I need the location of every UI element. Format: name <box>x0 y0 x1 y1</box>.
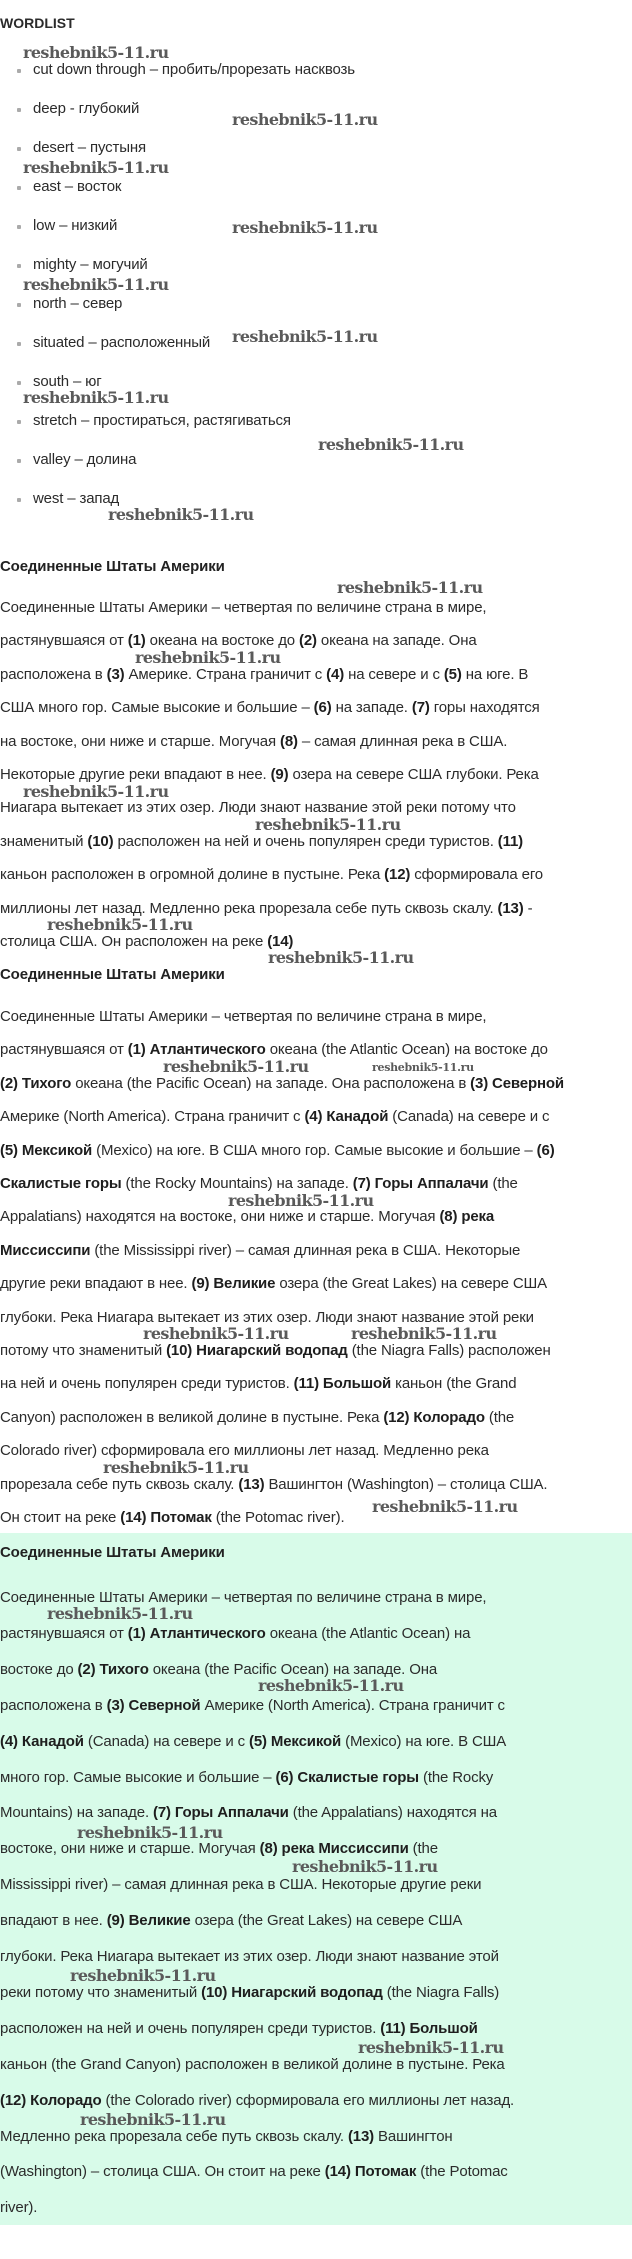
paragraph-line <box>0 1143 555 1159</box>
answer-text: (6) Скалистые горы <box>275 1768 419 1786</box>
answer-text: (11) Большой <box>293 1375 392 1393</box>
watermark: reshebnik5-11.ru <box>268 948 414 967</box>
paragraph-line <box>0 1841 438 1857</box>
text-segment: океана на западе. Она <box>316 632 477 650</box>
answer-text: (5) Мексикой <box>0 1141 93 1159</box>
watermark: reshebnik5-11.ru <box>77 1823 223 1842</box>
text-segment: - <box>523 899 533 917</box>
text-segment: (Washington) – столица США. Он стоит на реке <box>0 2163 325 2181</box>
text-segment: (the <box>408 1840 438 1858</box>
answer-text: (8) река <box>439 1208 495 1226</box>
answer-text: (7) Горы Аппалачи <box>352 1175 489 1192</box>
watermark: reshebnik5-11.ru <box>143 1324 289 1343</box>
paragraph-line <box>0 1009 486 1025</box>
text-segment: впадают в нее. <box>0 1912 107 1930</box>
answer-text: (10) <box>87 832 114 850</box>
text-segment: (the Niagra Falls) <box>382 1983 500 2001</box>
answer-text: (2) Тихого <box>77 1660 149 1678</box>
answer-text: Скалистые горы <box>0 1175 122 1192</box>
text-segment: на севере и с <box>344 665 444 683</box>
answer-text: (12) Колорадо <box>0 2091 102 2109</box>
paragraph-line <box>0 1913 462 1929</box>
answer-text: (9) Великие <box>191 1275 276 1293</box>
paragraph-line <box>0 834 523 850</box>
paragraph-line <box>0 767 539 783</box>
text-segment: Вашингтон <box>374 2127 453 2145</box>
paragraph-line <box>0 667 528 683</box>
bullet-icon <box>17 108 21 112</box>
answer-text: (10) Ниагарский водопад <box>201 1983 383 2001</box>
paragraph-line <box>0 867 543 883</box>
paragraph-line <box>0 600 486 616</box>
paragraph-line <box>0 800 516 816</box>
text-segment: Америке. Страна граничит с <box>124 665 327 683</box>
paragraph-line <box>0 1343 551 1359</box>
watermark: reshebnik5-11.ru <box>23 388 169 407</box>
paragraph-line <box>0 1176 518 1192</box>
answer-text: (2) Тихого <box>0 1074 72 1092</box>
answer-text: (4) Канадой <box>304 1108 389 1126</box>
text-segment: Некоторые другие реки впадают в нее. <box>0 766 271 783</box>
text-segment: (Mexico) на юге. В США <box>341 1732 507 1750</box>
answer-text: (9) Великие <box>106 1912 191 1930</box>
wordlist-item: deep - глубокий <box>33 100 140 117</box>
text-segment: миллионы лет назад. Медленно река прорезала себе путь сквозь скалу. <box>0 899 498 917</box>
paragraph-line <box>0 1510 344 1526</box>
answer-text: (14) Потомак <box>324 2163 417 2181</box>
answer-text: (14) Потомак <box>120 1509 212 1526</box>
text-segment: океана (the Atlantic Ocean) на востоке до <box>265 1041 548 1059</box>
wordlist-item: east – восток <box>33 178 122 195</box>
paragraph-line <box>0 1734 506 1750</box>
text-segment: расположен на ней и очень популярен среди туристов. <box>0 2019 381 2037</box>
text-segment: на западе. <box>331 699 412 717</box>
paragraph-line <box>0 2021 478 2037</box>
answer-text: (7) <box>411 699 430 717</box>
answer-text: (1) Атлантического <box>127 1041 266 1059</box>
paragraph-line <box>0 1209 494 1225</box>
text-segment: Mississippi river) – самая длинная река в США. Некоторые другие реки <box>0 1876 482 1894</box>
section-title: Соединенные Штаты Америки <box>0 558 225 575</box>
paragraph-line <box>0 1276 547 1292</box>
watermark: reshebnik5-11.ru <box>47 1604 193 1623</box>
watermark: reshebnik5-11.ru <box>372 1497 518 1516</box>
text-segment: (Canada) на севере и с <box>83 1732 249 1750</box>
wordlist-item: cut down through – пробить/прорезать насквозь <box>33 61 355 78</box>
answer-text: (14) <box>267 933 294 950</box>
answer-text: (5) Мексикой <box>248 1732 342 1750</box>
bullet-icon <box>17 420 21 424</box>
answer-text: (5) <box>443 665 462 683</box>
paragraph-line <box>0 1698 505 1714</box>
text-segment: (the Colorado river) сформировала его миллионы лет назад. <box>101 2091 515 2109</box>
answer-text: (3) Северной <box>106 1696 201 1714</box>
bullet-icon <box>17 147 21 151</box>
answer-text: (3) Северной <box>470 1074 565 1092</box>
text-segment: (the Appalatians) находятся на <box>288 1804 497 1822</box>
text-segment: (Canada) на севере и с <box>388 1108 550 1126</box>
text-segment: (the Mississippi river) – самая длинная река в США. Некоторые <box>90 1241 521 1259</box>
wordlist-item: north – север <box>33 295 123 312</box>
text-segment: river). <box>0 2199 38 2217</box>
watermark: reshebnik5-11.ru <box>23 43 169 62</box>
paragraph-line <box>0 633 477 649</box>
paragraph-line <box>0 934 293 950</box>
text-segment: США много гор. Самые высокие и большие – <box>0 699 314 717</box>
answer-text: (7) Горы Аппалачи <box>152 1804 289 1822</box>
text-segment: Америке (North America). Страна граничит с <box>200 1696 505 1714</box>
text-segment: океана (the Pacific Ocean) на западе. Она <box>148 1660 438 1678</box>
bullet-icon <box>17 459 21 463</box>
wordlist-item: desert – пустыня <box>33 139 146 156</box>
paragraph-line <box>0 2200 37 2216</box>
wordlist-item: mighty – могучий <box>33 256 148 273</box>
bullet-icon <box>17 381 21 385</box>
watermark: reshebnik5-11.ru <box>292 1857 438 1876</box>
text-segment: расположен на ней и очень популярен среди туристов. <box>113 832 498 850</box>
watermark: reshebnik5-11.ru <box>337 578 483 597</box>
answer-text: (1) Атлантического <box>127 1624 266 1642</box>
watermark: reshebnik5-11.ru <box>23 275 169 294</box>
text-segment: реки потому что знаменитый <box>0 1983 202 2001</box>
answer-text: (6) <box>313 699 332 717</box>
text-segment: Медленно река прорезала себе путь сквозь скалу. <box>0 2127 348 2145</box>
paragraph-line <box>0 2129 453 2145</box>
bullet-icon <box>17 303 21 307</box>
paragraph-line <box>0 700 540 716</box>
bullet-icon <box>17 69 21 73</box>
answer-text: (13) <box>347 2127 375 2145</box>
text-segment: растянувшаяся от <box>0 1041 128 1059</box>
answer-text: (4) Канадой <box>0 1732 84 1750</box>
text-segment: расположена в <box>0 665 107 683</box>
text-segment: растянувшаяся от <box>0 1624 128 1642</box>
text-segment: на востоке, они ниже и старше. Могучая <box>0 732 280 750</box>
text-segment: (the Rocky Mountains) на западе. <box>121 1175 353 1192</box>
text-segment: Canyon) расположен в великой долине в пустыне. Река <box>0 1408 384 1426</box>
text-segment: Он стоит на реке <box>0 1509 121 1526</box>
text-segment: каньон расположен в огромной долине в пустыне. Река <box>0 866 385 884</box>
watermark: reshebnik5-11.ru <box>372 1060 474 1074</box>
answer-text: Миссиссипи <box>0 1241 91 1259</box>
watermark: reshebnik5-11.ru <box>163 1057 309 1076</box>
text-segment: Appalatians) находятся на востоке, они ниже и старше. Могучая <box>0 1208 440 1226</box>
watermark: reshebnik5-11.ru <box>258 1676 404 1695</box>
watermark: reshebnik5-11.ru <box>351 1324 497 1343</box>
answer-text: (4) <box>326 665 345 683</box>
text-segment: Соединенные Штаты Америки – четвертая по величине страна в мире, <box>0 599 487 616</box>
paragraph-line <box>0 1985 499 2001</box>
watermark: reshebnik5-11.ru <box>103 1458 249 1477</box>
answer-text: (9) <box>270 766 289 783</box>
wordlist-item: south – юг <box>33 373 102 390</box>
paragraph-line <box>0 734 507 750</box>
watermark: reshebnik5-11.ru <box>232 110 378 129</box>
answer-text: (1) <box>127 632 146 650</box>
answer-text: (12) Колорадо <box>383 1408 485 1426</box>
text-segment: каньон (the Grand <box>391 1375 517 1393</box>
text-segment: другие реки впадают в нее. <box>0 1275 192 1293</box>
paragraph-line <box>0 1477 547 1493</box>
paragraph-line <box>0 1410 514 1426</box>
text-segment: Mountains) на западе. <box>0 1804 153 1822</box>
paragraph-line <box>0 1877 481 1893</box>
text-segment: (the Potomac <box>416 2163 508 2181</box>
wordlist-item: situated – расположенный <box>33 334 211 351</box>
text-segment: расположена в <box>0 1696 107 1714</box>
watermark: reshebnik5-11.ru <box>255 815 401 834</box>
watermark: reshebnik5-11.ru <box>318 435 464 454</box>
bullet-icon <box>17 498 21 502</box>
text-segment: Соединенные Штаты Америки – четвертая по величине страна в мире, <box>0 1008 487 1025</box>
text-segment: (the <box>488 1175 518 1192</box>
text-segment: озера (the Great Lakes) на севере США <box>275 1275 547 1293</box>
section-title: Соединенные Штаты Америки <box>0 1544 225 1561</box>
text-segment: Ниагара вытекает из этих озер. Люди знают название этой реки потому что <box>0 799 516 817</box>
watermark: reshebnik5-11.ru <box>70 1966 216 1985</box>
answer-text: (10) Ниагарский водопад <box>166 1342 348 1359</box>
text-segment: озера (the Great Lakes) на севере США <box>190 1912 463 1930</box>
wordlist-item: valley – долина <box>33 451 137 468</box>
watermark: reshebnik5-11.ru <box>108 505 254 524</box>
text-segment: Америке (North America). Страна граничит с <box>0 1108 305 1126</box>
text-segment: столица США. Он расположен на реке <box>0 933 268 950</box>
watermark: reshebnik5-11.ru <box>228 1191 374 1210</box>
text-segment: на ней и очень популярен среди туристов. <box>0 1375 294 1393</box>
watermark: reshebnik5-11.ru <box>232 327 378 346</box>
paragraph-line <box>0 1376 516 1392</box>
text-segment: глубоки. Река Ниагара вытекает из этих озер. Люди знают название этой реки <box>0 1308 534 1326</box>
text-segment: океана (the Atlantic Ocean) на <box>265 1624 471 1642</box>
paragraph-line <box>0 1443 489 1459</box>
text-segment: – самая длинная река в США. <box>297 732 508 750</box>
answer-text: (13) <box>238 1475 265 1493</box>
text-segment: на юге. В <box>461 665 529 683</box>
watermark: reshebnik5-11.ru <box>135 648 281 667</box>
text-segment: озера на севере США глубоки. Река <box>288 766 539 783</box>
paragraph-line <box>0 1770 493 1786</box>
text-segment: (the <box>484 1408 515 1426</box>
text-segment: сформировала его <box>410 866 544 884</box>
text-segment: (the Potomac river). <box>211 1509 345 1526</box>
paragraph-line <box>0 2093 514 2109</box>
text-segment: океана (the Pacific Ocean) на западе. Она расположена в <box>71 1074 471 1092</box>
text-segment: Colorado river) сформировала его миллионы лет назад. Медленно река <box>0 1442 489 1460</box>
paragraph-line <box>0 2164 508 2180</box>
text-segment: востоке до <box>0 1660 78 1678</box>
text-segment: знаменитый <box>0 832 88 850</box>
answer-text: (13) <box>497 899 524 917</box>
text-segment: прорезала себе путь сквозь скалу. <box>0 1475 239 1493</box>
text-segment: потому что знаменитый <box>0 1342 167 1359</box>
watermark: reshebnik5-11.ru <box>47 915 193 934</box>
answer-text: (11) <box>497 832 523 850</box>
paragraph-line <box>0 1243 520 1259</box>
wordlist-item: west – запад <box>33 490 120 507</box>
answer-text: (3) <box>106 665 125 683</box>
answer-text: (2) <box>299 632 317 650</box>
answer-text: (12) <box>384 866 411 884</box>
bullet-icon <box>17 264 21 268</box>
section-title: Соединенные Штаты Америки <box>0 966 225 983</box>
watermark: reshebnik5-11.ru <box>232 218 378 237</box>
paragraph-line <box>0 1042 548 1058</box>
wordlist-title: WORDLIST <box>0 15 75 31</box>
text-segment: океана на востоке до <box>145 632 300 650</box>
text-segment: Соединенные Штаты Америки – четвертая по величине страна в мире, <box>0 1589 487 1606</box>
watermark: reshebnik5-11.ru <box>23 782 169 801</box>
paragraph-line <box>0 1109 549 1125</box>
text-segment: много гор. Самые высокие и большие – <box>0 1768 276 1786</box>
paragraph-line <box>0 1805 497 1821</box>
watermark: reshebnik5-11.ru <box>23 158 169 177</box>
answer-text: (8) <box>280 732 298 750</box>
text-segment: глубоки. Река Ниагара вытекает из этих озер. Люди знают название этой <box>0 1948 499 1965</box>
text-segment: растянувшаяся от <box>0 632 128 650</box>
bullet-icon <box>17 186 21 190</box>
watermark: reshebnik5-11.ru <box>80 2110 226 2129</box>
bullet-icon <box>17 342 21 346</box>
answer-text: (11) Большой <box>380 2019 478 2037</box>
text-segment: востоке, они ниже и старше. Могучая <box>0 1840 260 1858</box>
bullet-icon <box>17 225 21 229</box>
text-segment: (Mexico) на юге. В США много гор. Самые высокие и большие – <box>92 1141 537 1159</box>
wordlist-item: stretch – простираться, растягиваться <box>33 412 291 429</box>
watermark: reshebnik5-11.ru <box>358 2038 504 2057</box>
text-segment: Вашингтон (Washington) – столица США. <box>264 1475 548 1493</box>
answer-text: (6) <box>536 1141 555 1159</box>
text-segment: (the Niagra Falls) расположен <box>347 1342 551 1359</box>
text-segment: (the Rocky <box>418 1768 494 1786</box>
text-segment: каньон (the Grand Canyon) расположен в великой долине в пустыне. Река <box>0 2055 505 2073</box>
paragraph-line <box>0 1076 564 1092</box>
answer-text: (8) река Миссиссипи <box>259 1840 409 1858</box>
paragraph-line <box>0 1626 470 1642</box>
wordlist-item: low – низкий <box>33 217 118 234</box>
text-segment: горы находятся <box>429 699 540 717</box>
paragraph-line <box>0 2057 505 2073</box>
paragraph-line <box>0 1949 499 1965</box>
